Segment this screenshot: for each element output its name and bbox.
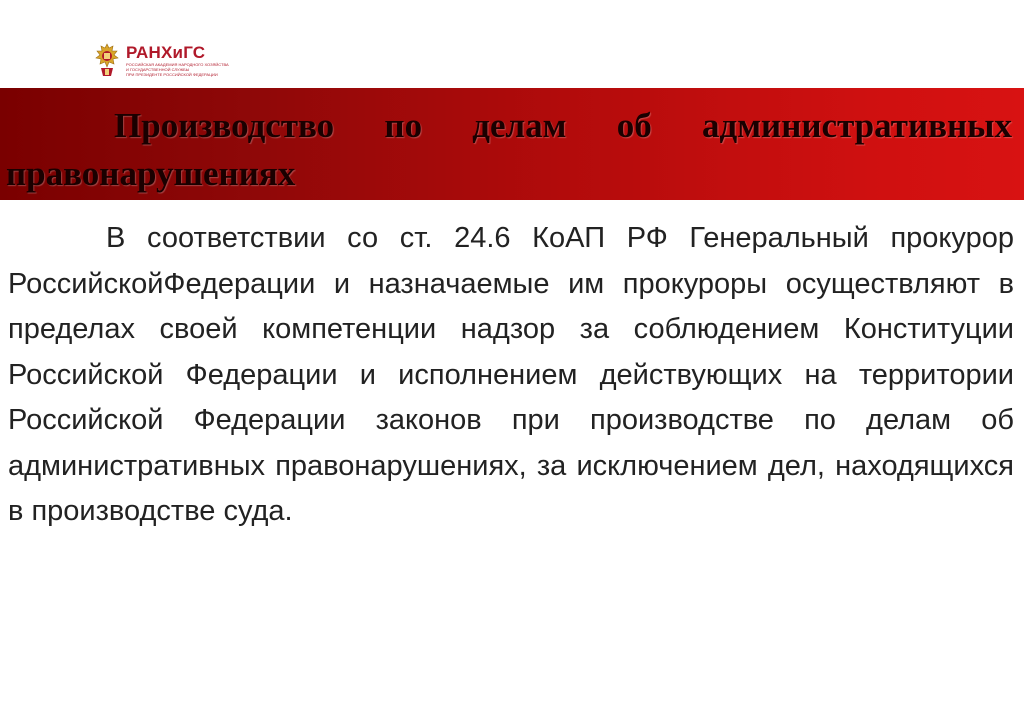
slide-body-text: В соответствии со ст. 24.6 КоАП РФ Генеральный прокурор РоссийскойФедерации и назначаемые им прокуроры осуществляют в пределах своей компетенции надзор за соблюдением Конституции Российской Федерации и исполнением действующих на территории Российской Федерации законов при производстве по делам об административных правонарушениях, за исключением дел, находящихся в производстве суда. <box>8 222 1014 527</box>
logo-name: РАНХиГС <box>126 42 206 62</box>
logo-subtitle <box>126 63 229 77</box>
ranepa-logo <box>92 42 229 78</box>
slide-title: Производство по делам об административных правонарушениях <box>6 106 1012 193</box>
logo-subtitle-line: ПРИ ПРЕЗИДЕНТЕ РОССИЙСКОЙ ФЕДЕРАЦИИ <box>126 71 218 77</box>
emblem-icon <box>92 42 122 78</box>
logo-subtitle-line: РОССИЙСКАЯ АКАДЕМИЯ НАРОДНОГО ХОЗЯЙСТВА <box>126 61 229 67</box>
logo-subtitle-line: И ГОСУДАРСТВЕННОЙ СЛУЖБЫ <box>126 66 190 72</box>
